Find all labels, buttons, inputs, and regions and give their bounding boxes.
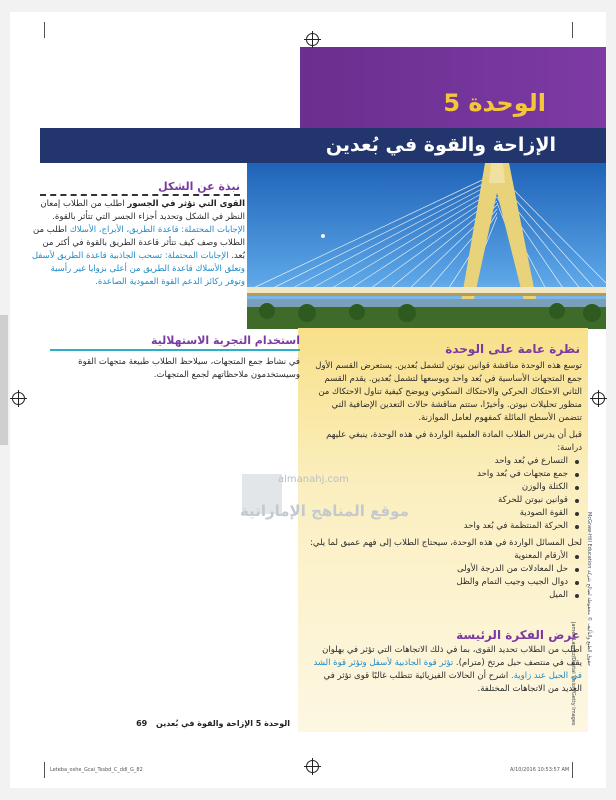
exploration-rule [50, 349, 300, 351]
side-tab [0, 315, 8, 445]
unit-title-bar [40, 128, 606, 163]
page-number: 69 [136, 719, 148, 728]
crop-mark-icon [572, 22, 573, 38]
registration-mark-icon [306, 760, 319, 773]
sidebar-answer-1: الإجابات المحتملة: قاعدة الطريق، الأبراج، الأسلاك [69, 225, 245, 235]
exploration-heading: استخدام التجربة الاستهلالية [151, 334, 300, 347]
list-item: الكتلة والوزن [310, 481, 582, 494]
list-item: القوة الصودية [310, 507, 582, 520]
footer-unit: الوحدة 5 [255, 719, 290, 728]
crop-mark-icon [44, 762, 45, 778]
publisher-credit: McGraw-Hill Education حقوق الطبع والتأليف © محفوظة لصالح شركة [586, 512, 592, 667]
list-item: الميل [310, 589, 582, 602]
presentation-body [310, 644, 582, 696]
bridge-photo [247, 163, 606, 329]
registration-mark-icon [592, 392, 605, 405]
unit-banner [300, 47, 606, 132]
unit-title: الإزاحة والقوة في بُعدين [325, 134, 556, 156]
sidebar-heading: نبذة عن الشكل [158, 180, 240, 193]
crop-mark-icon [572, 762, 573, 778]
sidebar-intro: اطلب من الطلاب إمعان النظر في الشكل وتحديد أجزاء الجسر التي تتأثر بالقوة. [40, 199, 245, 222]
prerequisite-list [310, 455, 582, 533]
presentation-highlight: تؤثر قوة الجاذبية لأسفل وتؤثر قوة الشد في الحبل عند زاوية. [313, 658, 582, 681]
list-item: حل المعادلات من الدرجة الأولى [310, 563, 582, 576]
math-skills-list [310, 550, 582, 602]
overview-heading: نظرة عامة على الوحدة [445, 342, 580, 356]
crop-mark-icon [44, 22, 45, 38]
footer-title: الإزاحة والقوة في بُعدين [156, 719, 253, 728]
list-item: جمع متجهات في بُعد واحد [310, 468, 582, 481]
registration-mark-icon [12, 392, 25, 405]
watermark-name: موقع المناهج الإماراتية [240, 502, 409, 520]
cable-stayed-bridge-image [247, 163, 606, 329]
print-slug-left: Leteba_oshe_Gcai_Tssbd_C_ddl_G_82 [50, 767, 143, 773]
list-item: قوانين نيوتن للحركة [310, 494, 582, 507]
print-slug-right: A/10/2016 10:53:57 AM [510, 767, 570, 773]
sidebar-lead: القوى التي تؤثر في الجسور [127, 199, 245, 209]
sidebar-body [30, 198, 245, 289]
exploration-text: في نشاط جمع المتجهات، سيلاحظ الطلاب طبيعة متجهات القوة وسيستخدمون ملاحظاتهم لجمع المتجهات. [78, 357, 300, 380]
overview-paragraph-3: لحل المسائل الواردة في هذه الوحدة، سيحتاج الطلاب إلى فهم عميق لما يلي: [310, 538, 582, 548]
overview-paragraph-1: توسع هذه الوحدة مناقشة قوانين نيوتن لتشمل بُعدين. يستعرض القسم الأول جمع المتجهات الأساسية في بُعد واحد ويوسعها لتشمل بُعدين. يقدم القسم الثاني الاحتكاك الحركي والاحتكاك السكوني ويوضح كيفية تناول الاحتكاك من منظور تحليلات نيوتن. وأخيرًا، ستتم مناقشة حالات التعدين الإضافية التي تتضمن الأسطح المائلة كمفهوم لعامل الموازنة. [315, 361, 582, 423]
sidebar-question-2: اطلب من الطلاب وصف كيف تتأثر قاعدة الطريق بالقوة في أكثر من بُعد. [32, 225, 245, 261]
list-item: دوال الجيب وجيب التمام والظل [310, 576, 582, 589]
registration-mark-icon [306, 33, 319, 46]
photo-credit: James Lauritz/Digital Vision/Getty Images [570, 622, 576, 726]
overview-paragraph-2: قبل أن يدرس الطلاب المادة العلمية الواردة في هذه الوحدة، ينبغي عليهم دراسة: [326, 430, 582, 453]
list-item: التسارع في بُعد واحد [310, 455, 582, 468]
sidebar-divider [40, 194, 240, 196]
textbook-page [10, 12, 606, 788]
presentation-text-2: اشرح أن الحالات الفيزيائية تتطلب غالبًا قوى تؤثر في العديد من الاتجاهات المختلفة. [323, 671, 582, 694]
watermark-url: almanahj.com [278, 474, 349, 485]
overview-body [310, 360, 582, 602]
presentation-text-1: اطلب من الطلاب تحديد القوى، بما في ذلك الاتجاهات التي تؤثر في بهلوان يقف في منتصف حبل مرتخ (مترام). [322, 645, 582, 668]
page-footer [90, 719, 290, 728]
list-item: الحركة المنتظمة في بُعد واحد [310, 520, 582, 533]
presentation-heading: عرض الفكرة الرئيسة [456, 628, 580, 642]
sidebar-answer-2: الإجابات المحتملة: تسحب الجاذبية قاعدة الطريق لأسفل وتعلق الأسلاك قاعدة الطريق من أعلى بزوايا غير رأسية وتوفر ركائز الدعم القوة العمودية الصاعدة. [31, 251, 245, 287]
unit-label: الوحدة 5 [443, 89, 546, 117]
list-item: الأرقام المعنوية [310, 550, 582, 563]
